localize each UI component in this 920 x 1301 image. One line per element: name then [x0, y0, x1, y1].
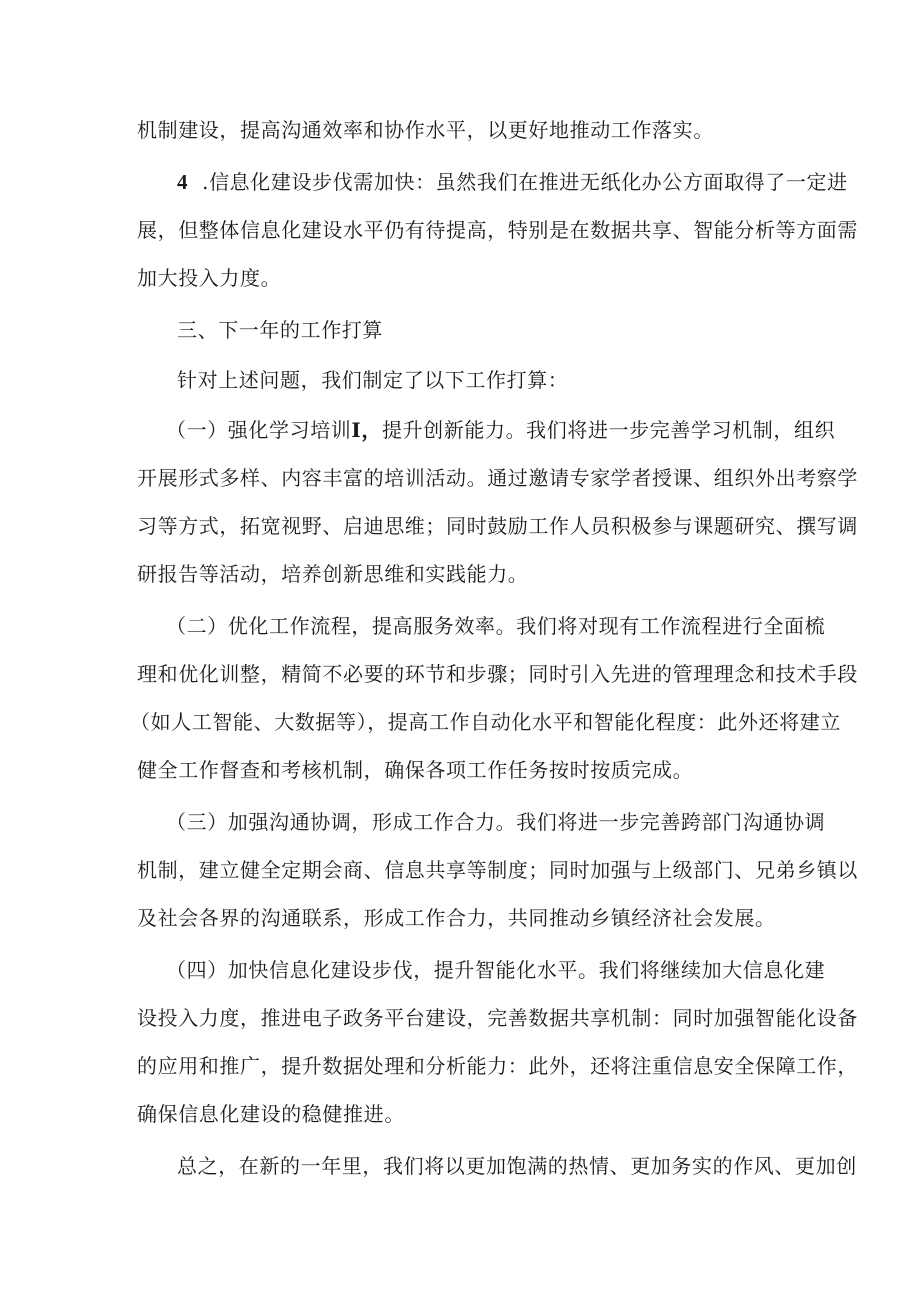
text-line — [0, 758, 920, 782]
text-line — [0, 466, 920, 490]
text-line — [0, 1006, 920, 1030]
section-heading: 三、下一年的工作打算 — [177, 318, 383, 342]
list-number: 4 — [177, 170, 189, 194]
paragraph-text: 针对上述问题，我们制定了以下工作打算： — [177, 368, 569, 392]
text-line — [0, 710, 920, 734]
paragraph-text: 提升创新能力。我们将进一步完善学习机制，组织 — [381, 418, 836, 442]
text-line — [0, 514, 920, 538]
text-line — [0, 318, 920, 342]
paragraph-text: I， — [351, 418, 382, 442]
text-line — [0, 170, 920, 194]
text-line — [0, 958, 920, 982]
text-line — [0, 1154, 920, 1178]
paragraph-text: （一）强化学习培训 — [166, 418, 352, 442]
text-line — [0, 614, 920, 638]
paragraph-text: （如人工智能、大数据等），提高工作自动化水平和智能化程度：此外还将建立 — [130, 710, 841, 734]
text-line — [0, 858, 920, 882]
paragraph-text: 及社会各界的沟通联系，形成工作合力，共同推动乡镇经济社会发展。 — [137, 906, 776, 930]
text-line — [0, 118, 920, 142]
text-line — [0, 1102, 920, 1126]
paragraph-text: 研报告等活动，培养创新思维和实践能力。 — [137, 562, 529, 586]
paragraph-text: （二）优化工作流程，提高服务效率。我们将对现有工作流程进行全面梳 — [166, 614, 826, 638]
paragraph-text: 开展形式多样、内容丰富的培训活动。通过邀请专家学者授课、组织外出考察学 — [137, 466, 858, 490]
paragraph-text: 机制建设，提高沟通效率和协作水平，以更好地推动工作落实。 — [137, 118, 714, 142]
paragraph-text: 机制，建立健全定期会商、信息共享等制度；同时加强与上级部门、兄弟乡镇以 — [137, 858, 858, 882]
paragraph-text: 总之，在新的一年里，我们将以更加饱满的热情、更加务实的作风、更加创 — [177, 1154, 857, 1178]
paragraph-text: 加大投入力度。 — [137, 266, 282, 290]
text-line — [0, 1054, 920, 1078]
text-line — [0, 368, 920, 392]
text-line — [0, 418, 920, 442]
text-line — [0, 562, 920, 586]
paragraph-text: （四）加快信息化建设步伐，提升智能化水平。我们将继续加大信息化建 — [166, 958, 826, 982]
paragraph-text: 理和优化训整，精简不必要的环节和步骤；同时引入先进的管理理念和技术手段 — [137, 662, 858, 686]
text-line — [0, 906, 920, 930]
paragraph-text: 确保信息化建设的稳健推进。 — [137, 1102, 405, 1126]
paragraph-text: .信息化建设步伐需加快：虽然我们在推进无纸化办公方面取得了一定进 — [202, 170, 848, 194]
text-line — [0, 266, 920, 290]
paragraph-text: 展，但整体信息化建设水平仍有待提高，特别是在数据共享、智能分析等方面需 — [137, 218, 858, 242]
paragraph-text: 设投入力度，推进电子政务平台建设，完善数据共享机制：同时加强智能化设备 — [137, 1006, 858, 1030]
text-line — [0, 662, 920, 686]
text-line — [0, 218, 920, 242]
paragraph-text: 健全工作督查和考核机制，确保各项工作任务按时按质完成。 — [137, 758, 694, 782]
text-line — [0, 810, 920, 834]
paragraph-text: 习等方式，拓宽视野、启迪思维；同时鼓励工作人员积极参与课题研究、撰写调 — [137, 514, 858, 538]
paragraph-text: 的应用和推广，提升数据处理和分析能力：此外，还将注重信息安全保障工作， — [137, 1054, 858, 1078]
paragraph-text: （三）加强沟通协调，形成工作合力。我们将进一步完善跨部门沟通协调 — [166, 810, 826, 834]
